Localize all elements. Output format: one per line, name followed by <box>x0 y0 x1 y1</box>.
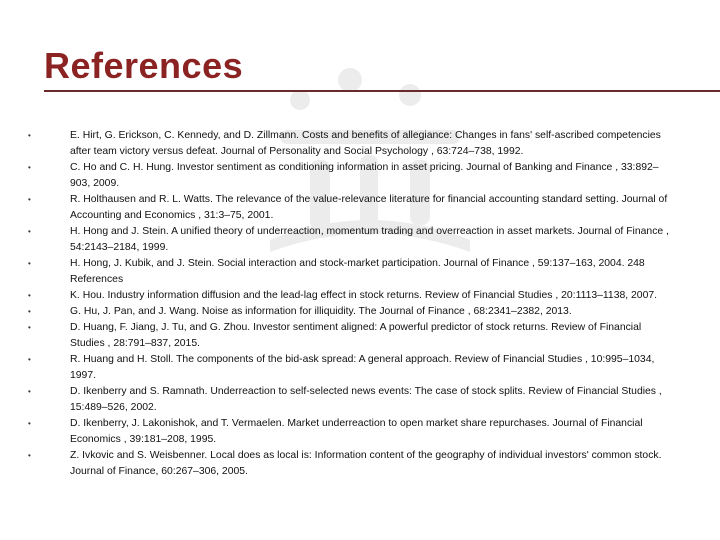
bullet-icon: • <box>28 259 31 268</box>
reference-text: G. Hu, J. Pan, and J. Wang. Noise as information for illiquidity. The Journal of Finance , 68:2341–2382, 2013. <box>70 306 572 317</box>
reference-item <box>28 352 678 384</box>
reference-item <box>28 192 678 224</box>
reference-text: D. Ikenberry, J. Lakonishok, and T. Vermaelen. Market underreaction to open market share repurchases. Journal of Financial Economics , 39:181–208, 1995. <box>70 418 643 445</box>
bullet-icon: • <box>28 291 31 300</box>
reference-item <box>28 224 678 256</box>
reference-text: D. Ikenberry and S. Ramnath. Underreaction to self-selected news events: The case of stock splits. Review of Financial Studies , 15:489–526, 2002. <box>70 386 662 413</box>
reference-text: Z. Ivkovic and S. Weisbenner. Local does as local is: Information content of the geography of individual investors' common stock. Journal of Finance, 60:267–306, 2005. <box>70 450 662 477</box>
reference-text: H. Hong and J. Stein. A unified theory of underreaction, momentum trading and overreaction in asset markets. Journal of Finance , 54:2143–2184, 1999. <box>70 226 669 253</box>
reference-text: R. Huang and H. Stoll. The components of the bid-ask spread: A general approach. Review of Financial Studies , 10:995–1034, 1997. <box>70 354 655 381</box>
bullet-icon: • <box>28 419 31 428</box>
bullet-icon: • <box>28 355 31 364</box>
reference-item <box>28 288 678 304</box>
bullet-icon: • <box>28 323 31 332</box>
reference-text: C. Ho and C. H. Hung. Investor sentiment as conditioning information in asset pricing. Journal of Banking and Finance , 33:892–903, 2009. <box>70 162 659 189</box>
reference-item <box>28 160 678 192</box>
reference-item <box>28 304 678 320</box>
reference-text: H. Hong, J. Kubik, and J. Stein. Social interaction and stock-market participation. Journal of Finance , 59:137–163, 2004. 248 References <box>70 258 645 285</box>
reference-item <box>28 384 678 416</box>
reference-text: R. Holthausen and R. L. Watts. The relevance of the value-relevance literature for financial accounting standard setting. Journal of Accounting and Economics , 31:3–75, 2001. <box>70 194 668 221</box>
page-title: References <box>44 45 244 86</box>
reference-text: D. Huang, F. Jiang, J. Tu, and G. Zhou. Investor sentiment aligned: A powerful predictor of stock returns. Review of Financial Studies , 28:791–837, 2015. <box>70 322 642 349</box>
reference-text: E. Hirt, G. Erickson, C. Kennedy, and D. Zillmann. Costs and benefits of allegiance: Changes in fans' self-ascribed competencies after team victory versus defeat. Journal of Personality and Social Psychology , 63:724–738, 1992. <box>70 130 661 157</box>
bullet-icon: • <box>28 163 31 172</box>
bullet-icon: • <box>28 451 31 460</box>
bullet-icon: • <box>28 227 31 236</box>
reference-item <box>28 320 678 352</box>
reference-item <box>28 256 678 288</box>
bullet-icon: • <box>28 195 31 204</box>
reference-item <box>28 128 678 160</box>
bullet-icon: • <box>28 387 31 396</box>
reference-text: K. Hou. Industry information diffusion and the lead-lag effect in stock returns. Review of Financial Studies , 20:1113–1138, 2007. <box>70 290 658 301</box>
reference-item <box>28 416 678 448</box>
reference-list <box>28 128 678 480</box>
bullet-icon: • <box>28 307 31 316</box>
bullet-icon: • <box>28 131 31 140</box>
title-divider <box>44 90 720 92</box>
reference-item <box>28 448 678 480</box>
